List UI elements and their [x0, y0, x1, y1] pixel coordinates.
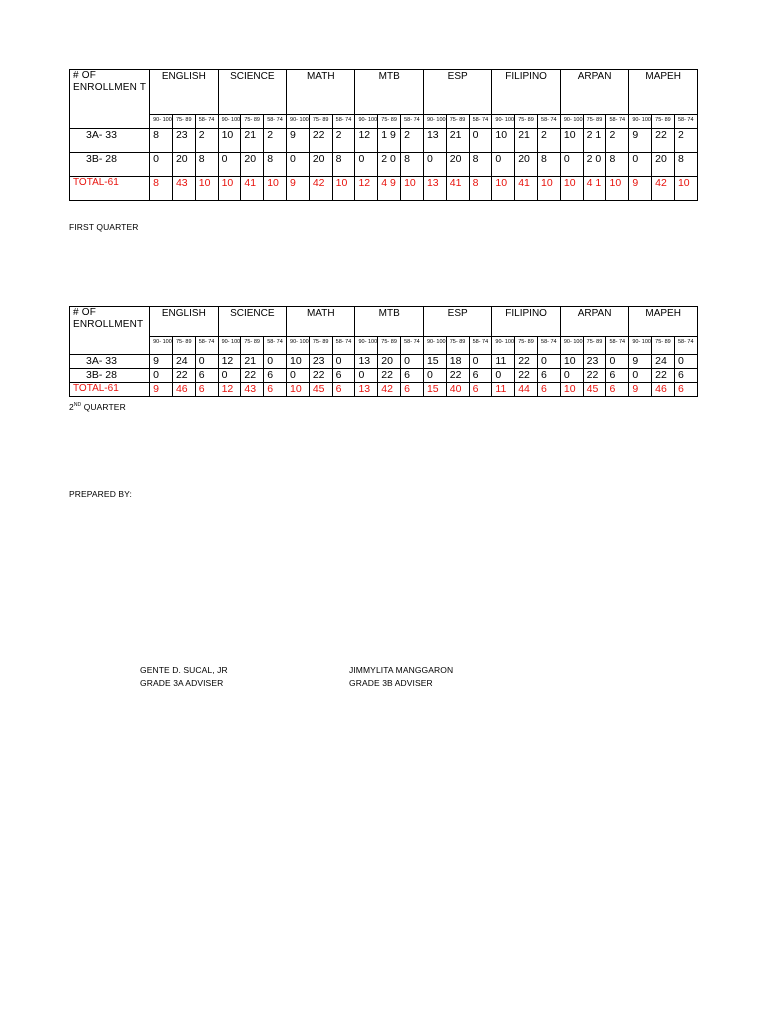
grade-count-cell: 10: [287, 355, 310, 369]
grade-count-cell: 22: [241, 369, 264, 383]
grade-count-cell: 22: [309, 369, 332, 383]
grade-count-cell: 0: [355, 369, 378, 383]
grade-range-header: 90- 100: [218, 115, 241, 129]
grade-range-header: 75- 89: [583, 115, 606, 129]
grade-count-cell: 9: [629, 177, 652, 201]
grade-count-cell: 6: [674, 383, 697, 397]
grade-range-header: 90- 100: [287, 115, 310, 129]
grade-count-cell: 23: [309, 355, 332, 369]
grade-count-cell: 24: [172, 355, 195, 369]
grade-count-cell: 21: [241, 129, 264, 153]
second-quarter-table: [69, 306, 698, 397]
subject-header: FILIPINO: [492, 307, 560, 337]
grade-count-cell: 22: [652, 369, 675, 383]
grade-count-cell: 13: [423, 129, 446, 153]
grade-count-cell: 23: [172, 129, 195, 153]
grade-count-cell: 10: [560, 129, 583, 153]
grade-count-cell: 10: [674, 177, 697, 201]
grade-count-cell: 10: [401, 177, 424, 201]
grade-count-cell: 0: [150, 369, 173, 383]
grade-count-cell: 9: [629, 383, 652, 397]
grade-range-header: 90- 100: [218, 337, 241, 355]
subject-header-row: [70, 307, 698, 337]
grade-range-header: 58- 74: [674, 115, 697, 129]
subject-header: MAPEH: [629, 70, 698, 115]
grade-count-cell: 9: [287, 129, 310, 153]
grade-range-header: 58- 74: [674, 337, 697, 355]
grade-count-cell: 42: [652, 177, 675, 201]
grade-range-header: 58- 74: [401, 115, 424, 129]
signatory-3a: [140, 664, 228, 690]
subject-header-row: [70, 70, 698, 115]
grade-range-header: 58- 74: [469, 115, 492, 129]
grade-range-header: 90- 100: [629, 115, 652, 129]
grade-count-cell: 10: [264, 177, 287, 201]
subject-header: MTB: [355, 307, 423, 337]
grade-count-cell: 0: [423, 369, 446, 383]
grade-count-cell: 9: [629, 129, 652, 153]
grade-range-header: 58- 74: [606, 337, 629, 355]
grade-count-cell: 0: [629, 369, 652, 383]
subject-header: SCIENCE: [218, 70, 286, 115]
grade-range-header: 90- 100: [355, 115, 378, 129]
grade-count-cell: 41: [446, 177, 469, 201]
grade-count-cell: 0: [674, 355, 697, 369]
grade-count-cell: 22: [583, 369, 606, 383]
prepared-by-label: PREPARED BY:: [69, 489, 132, 499]
grade-range-header: 75- 89: [446, 115, 469, 129]
grade-count-cell: 10: [195, 177, 218, 201]
quarter-ordinal-suffix: ND: [73, 402, 82, 408]
grade-count-cell: 1 9: [378, 129, 401, 153]
grade-count-cell: 4 1: [583, 177, 606, 201]
grade-count-cell: 8: [332, 153, 355, 177]
grade-count-cell: 42: [309, 177, 332, 201]
grade-count-cell: 18: [446, 355, 469, 369]
grade-range-header: 75- 89: [241, 337, 264, 355]
grade-count-cell: 9: [287, 177, 310, 201]
row-label: 3A- 33: [70, 355, 150, 369]
grade-range-header: 58- 74: [401, 337, 424, 355]
grade-count-cell: 23: [583, 355, 606, 369]
grade-count-cell: 0: [469, 129, 492, 153]
subject-header: MTB: [355, 70, 423, 115]
grade-range-header: 75- 89: [172, 337, 195, 355]
grade-count-cell: 20: [378, 355, 401, 369]
grade-count-cell: 6: [538, 369, 561, 383]
grade-count-cell: 10: [492, 129, 515, 153]
grade-count-cell: 22: [652, 129, 675, 153]
grade-range-header: 90- 100: [150, 337, 173, 355]
subject-header: ESP: [423, 307, 491, 337]
section-row: [70, 129, 698, 153]
grade-count-cell: 6: [674, 369, 697, 383]
grade-count-cell: 20: [309, 153, 332, 177]
grade-count-cell: 0: [218, 369, 241, 383]
grade-count-cell: 10: [332, 177, 355, 201]
enrollment-header: # OF ENROLLMEN T: [70, 70, 150, 129]
second-quarter-caption: [69, 402, 126, 412]
grade-count-cell: 12: [355, 177, 378, 201]
subject-header: ENGLISH: [150, 307, 218, 337]
subject-header: ENGLISH: [150, 70, 218, 115]
grade-count-cell: 2: [674, 129, 697, 153]
grade-range-header: 90- 100: [423, 337, 446, 355]
grade-count-cell: 0: [264, 355, 287, 369]
grade-count-cell: 0: [560, 369, 583, 383]
row-label: 3A- 33: [70, 129, 150, 153]
grade-range-header: 75- 89: [309, 115, 332, 129]
grade-count-cell: 15: [423, 355, 446, 369]
grade-range-header: 90- 100: [150, 115, 173, 129]
grade-count-cell: 9: [629, 355, 652, 369]
section-row: [70, 355, 698, 369]
grade-range-header: 75- 89: [241, 115, 264, 129]
first-quarter-table: [69, 69, 698, 201]
grade-range-header: 58- 74: [264, 337, 287, 355]
grade-count-cell: 9: [150, 383, 173, 397]
grade-range-header: 90- 100: [560, 115, 583, 129]
grade-count-cell: 11: [492, 383, 515, 397]
row-label: TOTAL-61: [70, 177, 150, 201]
grade-count-cell: 46: [652, 383, 675, 397]
grade-count-cell: 22: [309, 129, 332, 153]
grade-count-cell: 0: [287, 369, 310, 383]
grade-range-header: 75- 89: [652, 115, 675, 129]
signatory-title: GRADE 3B ADVISER: [349, 678, 433, 688]
grade-count-cell: 4 9: [378, 177, 401, 201]
grade-count-cell: 42: [378, 383, 401, 397]
grade-count-cell: 44: [515, 383, 538, 397]
grade-count-cell: 6: [195, 369, 218, 383]
grade-count-cell: 10: [218, 177, 241, 201]
grade-count-cell: 0: [606, 355, 629, 369]
grade-count-cell: 13: [423, 177, 446, 201]
grade-count-cell: 2: [195, 129, 218, 153]
grade-count-cell: 8: [674, 153, 697, 177]
grade-range-header: 58- 74: [264, 115, 287, 129]
grade-range-header: 75- 89: [583, 337, 606, 355]
grade-count-cell: 10: [538, 177, 561, 201]
grade-count-cell: 6: [264, 383, 287, 397]
grade-count-cell: 8: [538, 153, 561, 177]
grade-count-cell: 45: [583, 383, 606, 397]
subject-header: MATH: [287, 70, 355, 115]
grade-range-header: 90- 100: [492, 337, 515, 355]
grade-count-cell: 11: [492, 355, 515, 369]
grade-count-cell: 0: [629, 153, 652, 177]
grade-count-cell: 41: [515, 177, 538, 201]
grade-count-cell: 21: [446, 129, 469, 153]
subject-header: FILIPINO: [492, 70, 560, 115]
grade-count-cell: 46: [172, 383, 195, 397]
grade-count-cell: 10: [287, 383, 310, 397]
grade-count-cell: 20: [515, 153, 538, 177]
grade-count-cell: 22: [446, 369, 469, 383]
grade-count-cell: 8: [150, 177, 173, 201]
grade-count-cell: 8: [401, 153, 424, 177]
row-label: TOTAL-61: [70, 383, 150, 397]
grade-range-header: 58- 74: [195, 115, 218, 129]
subject-header: MAPEH: [629, 307, 698, 337]
grade-count-cell: 6: [469, 369, 492, 383]
grade-range-header: 58- 74: [538, 115, 561, 129]
grade-range-header: 75- 89: [378, 337, 401, 355]
grade-range-header: 58- 74: [332, 115, 355, 129]
grade-count-cell: 8: [606, 153, 629, 177]
grade-count-cell: 6: [401, 383, 424, 397]
grade-count-cell: 2: [264, 129, 287, 153]
grade-count-cell: 8: [195, 153, 218, 177]
grade-count-cell: 0: [287, 153, 310, 177]
grade-range-header: 58- 74: [538, 337, 561, 355]
grade-count-cell: 0: [538, 355, 561, 369]
grade-count-cell: 6: [538, 383, 561, 397]
grade-range-header: 90- 100: [287, 337, 310, 355]
grade-count-cell: 6: [606, 383, 629, 397]
grade-count-cell: 0: [332, 355, 355, 369]
row-label: 3B- 28: [70, 369, 150, 383]
grade-count-cell: 41: [241, 177, 264, 201]
subject-header: ARPAN: [560, 70, 628, 115]
grade-count-cell: 2: [332, 129, 355, 153]
grade-count-cell: 22: [515, 355, 538, 369]
grade-count-cell: 6: [401, 369, 424, 383]
grade-count-cell: 13: [355, 355, 378, 369]
quarter-label: QUARTER: [81, 402, 126, 412]
grade-range-header: 90- 100: [629, 337, 652, 355]
grade-range-header: 75- 89: [309, 337, 332, 355]
grade-range-header: 90- 100: [423, 115, 446, 129]
grade-range-header: 90- 100: [560, 337, 583, 355]
signatory-title: GRADE 3A ADVISER: [140, 678, 224, 688]
grade-count-cell: 43: [241, 383, 264, 397]
grade-count-cell: 15: [423, 383, 446, 397]
total-row: [70, 177, 698, 201]
grade-count-cell: 10: [560, 383, 583, 397]
grade-count-cell: 22: [172, 369, 195, 383]
grade-count-cell: 8: [469, 177, 492, 201]
grade-range-header: 75- 89: [515, 115, 538, 129]
grade-count-cell: 6: [195, 383, 218, 397]
grade-range-row: [70, 337, 698, 355]
grade-count-cell: 22: [378, 369, 401, 383]
grade-count-cell: 0: [401, 355, 424, 369]
grade-count-cell: 8: [264, 153, 287, 177]
grade-range-header: 58- 74: [195, 337, 218, 355]
signatory-name: JIMMYLITA MANGGARON: [349, 665, 454, 675]
grade-count-cell: 12: [355, 129, 378, 153]
grade-count-cell: 6: [332, 369, 355, 383]
grade-count-cell: 0: [423, 153, 446, 177]
enrollment-header: # OF ENROLLMENT: [70, 307, 150, 355]
grade-count-cell: 2 0: [583, 153, 606, 177]
grade-count-cell: 2: [606, 129, 629, 153]
grade-count-cell: 8: [150, 129, 173, 153]
signatory-name: GENTE D. SUCAL, JR: [140, 665, 228, 675]
grade-count-cell: 0: [355, 153, 378, 177]
grade-range-header: 75- 89: [446, 337, 469, 355]
row-label: 3B- 28: [70, 153, 150, 177]
grade-range-header: 75- 89: [172, 115, 195, 129]
grade-count-cell: 9: [150, 355, 173, 369]
grade-count-cell: 43: [172, 177, 195, 201]
grade-range-header: 58- 74: [469, 337, 492, 355]
grade-count-cell: 0: [195, 355, 218, 369]
grade-count-cell: 2: [538, 129, 561, 153]
grade-range-header: 90- 100: [355, 337, 378, 355]
grade-range-header: 75- 89: [378, 115, 401, 129]
grade-count-cell: 20: [446, 153, 469, 177]
grade-count-cell: 0: [492, 369, 515, 383]
grade-count-cell: 13: [355, 383, 378, 397]
grade-count-cell: 10: [606, 177, 629, 201]
grade-count-cell: 0: [150, 153, 173, 177]
grade-count-cell: 6: [469, 383, 492, 397]
grade-range-header: 58- 74: [332, 337, 355, 355]
grade-count-cell: 6: [264, 369, 287, 383]
grade-count-cell: 10: [560, 355, 583, 369]
grade-count-cell: 20: [652, 153, 675, 177]
grade-range-header: 58- 74: [606, 115, 629, 129]
grade-count-cell: 2 0: [378, 153, 401, 177]
grade-range-row: [70, 115, 698, 129]
grade-range-header: 75- 89: [652, 337, 675, 355]
grade-count-cell: 0: [560, 153, 583, 177]
grade-count-cell: 24: [652, 355, 675, 369]
section-row: [70, 369, 698, 383]
grade-count-cell: 10: [560, 177, 583, 201]
grade-count-cell: 45: [309, 383, 332, 397]
grade-count-cell: 12: [218, 383, 241, 397]
grade-range-header: 90- 100: [492, 115, 515, 129]
section-row: [70, 153, 698, 177]
subject-header: ARPAN: [560, 307, 628, 337]
grade-count-cell: 20: [241, 153, 264, 177]
grade-count-cell: 0: [469, 355, 492, 369]
grade-count-cell: 21: [241, 355, 264, 369]
grade-count-cell: 12: [218, 355, 241, 369]
grade-count-cell: 10: [218, 129, 241, 153]
quarter-number: 2: [69, 402, 74, 412]
grade-count-cell: 8: [469, 153, 492, 177]
subject-header: SCIENCE: [218, 307, 286, 337]
grade-range-header: 75- 89: [515, 337, 538, 355]
grade-count-cell: 6: [332, 383, 355, 397]
grade-count-cell: 20: [172, 153, 195, 177]
grade-count-cell: 0: [492, 153, 515, 177]
grade-count-cell: 0: [218, 153, 241, 177]
grade-count-cell: 22: [515, 369, 538, 383]
grade-count-cell: 40: [446, 383, 469, 397]
grade-count-cell: 6: [606, 369, 629, 383]
grade-count-cell: 2 1: [583, 129, 606, 153]
signatory-3b: [349, 664, 453, 690]
first-quarter-caption: FIRST QUARTER: [69, 222, 139, 232]
subject-header: MATH: [287, 307, 355, 337]
grade-count-cell: 10: [492, 177, 515, 201]
total-row: [70, 383, 698, 397]
grade-count-cell: 2: [401, 129, 424, 153]
grade-count-cell: 21: [515, 129, 538, 153]
subject-header: ESP: [423, 70, 491, 115]
